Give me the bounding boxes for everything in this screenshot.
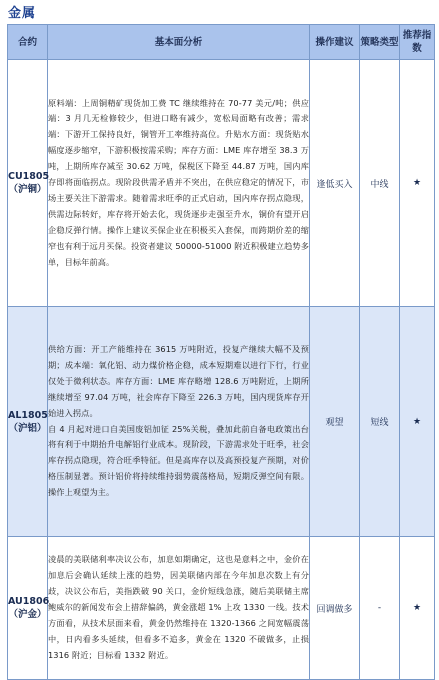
analysis-cell: 供给方面：开工产能维持在 3615 万吨附近，投复产继续大幅不及预期；成本端：氧化铝、动力煤价格企稳，成本短期难以进行下行，行业仅处于微利状态。库存方面：LME 库存略增 128.6 万吨附近，上期所继续增至 97.04 万吨，社会库存下降至 226.3 万吨，国内现货库存开始进入拐点。 自 4 月起对进口自美国废铝加征 25%关税，叠加此前自备电政策出台将有利于中期抬升电解铝行业成本。现阶段，下游需求处于旺季，社会库存拐点隐现，符合旺季特征。但是高库存以及高预投复产预期，对价格压制显著。预计铝价将持续维持弱势震荡格局，短期反弹空间有限。操作上观望为主。 (48, 307, 310, 537)
contract-code: CU1805 (8, 171, 50, 182)
table-row-au (8, 537, 435, 680)
contract-name: （沪铝） (8, 422, 47, 434)
suggestion-cell: 观望 (310, 307, 360, 537)
analysis-cell: 原料端：上周铜精矿现货加工费 TC 继续维持在 70-77 美元/吨；供应端：3 月几无检修较少，但进口略有减少，宽松局面略有改善；需求端：下游开工保持良好，铜管开工率维持高位。升贴水方面：现货贴水幅度逐步缩窄，下游积极按需采购；库存方面：LME 库存增至 38.3 万吨，上期所库存减至 30.62 万吨，保税区下降至 44.87 万吨，国内库存即将面临拐点。现阶段供需矛盾并不突出，在供应稳定的情况下，市场主要关注下游需求。随着需求旺季的正式启动，国内库存拐点隐现，供需边际转好，库存将开始去化，现货逐步走强至升水，铜价有望开启企稳反弹行情。操作上建议买保企业在积极买入套保，而跨期价差的缩窄也有利于远月买保。投资者建议 50000-51000 附近积极建立趋势多单，目标年前高。 (48, 60, 310, 307)
contract-cell (8, 537, 48, 680)
contract-cell (8, 307, 48, 537)
header-strategy: 策略类型 (360, 25, 400, 60)
strategy-cell: - (360, 537, 400, 680)
metals-analysis-table (7, 24, 435, 680)
table-header-row (8, 25, 435, 60)
contract-cell (8, 60, 48, 307)
table-row-al (8, 307, 435, 537)
suggestion-cell: 回调做多 (310, 537, 360, 680)
header-contract: 合约 (8, 25, 48, 60)
strategy-cell: 短线 (360, 307, 400, 537)
contract-code: AL1805 (8, 409, 48, 421)
strategy-cell: 中线 (360, 60, 400, 307)
header-rating: 推荐指数 (400, 25, 435, 60)
analysis-cell: 凌晨的美联储利率决议公布，加息如期确定，这也是意料之中，金价在加息后会确认延续上涨的趋势，因美联储内部在今年加息次数上有分歧，决议公布后，美指跌破 90 关口，金价短线急涨，随后美联储主席鲍威尔的新闻发布会上措辞偏鸽，黄金涨超 1% 上攻 1330 一线。技术方面看，从技术层面来看，黄金仍然维持在 1320-1366 之间宽幅震荡中，日内看多头延续，但看多不追多，黄金在 1320 不破做多，止损 1316 附近；目标看 1332 附近。 (48, 537, 310, 680)
page-title: 金属 (8, 6, 37, 21)
contract-name: （沪金） (8, 609, 47, 620)
star-icon: ★ (400, 307, 435, 537)
contract-code: AU1806 (8, 596, 50, 607)
header-analysis: 基本面分析 (48, 25, 310, 60)
header-suggestion: 操作建议 (310, 25, 360, 60)
contract-name: （沪铜） (8, 184, 47, 195)
table-row-cu (8, 60, 435, 307)
star-icon: ★ (400, 537, 435, 680)
star-icon: ★ (400, 60, 435, 307)
suggestion-cell: 逢低买入 (310, 60, 360, 307)
